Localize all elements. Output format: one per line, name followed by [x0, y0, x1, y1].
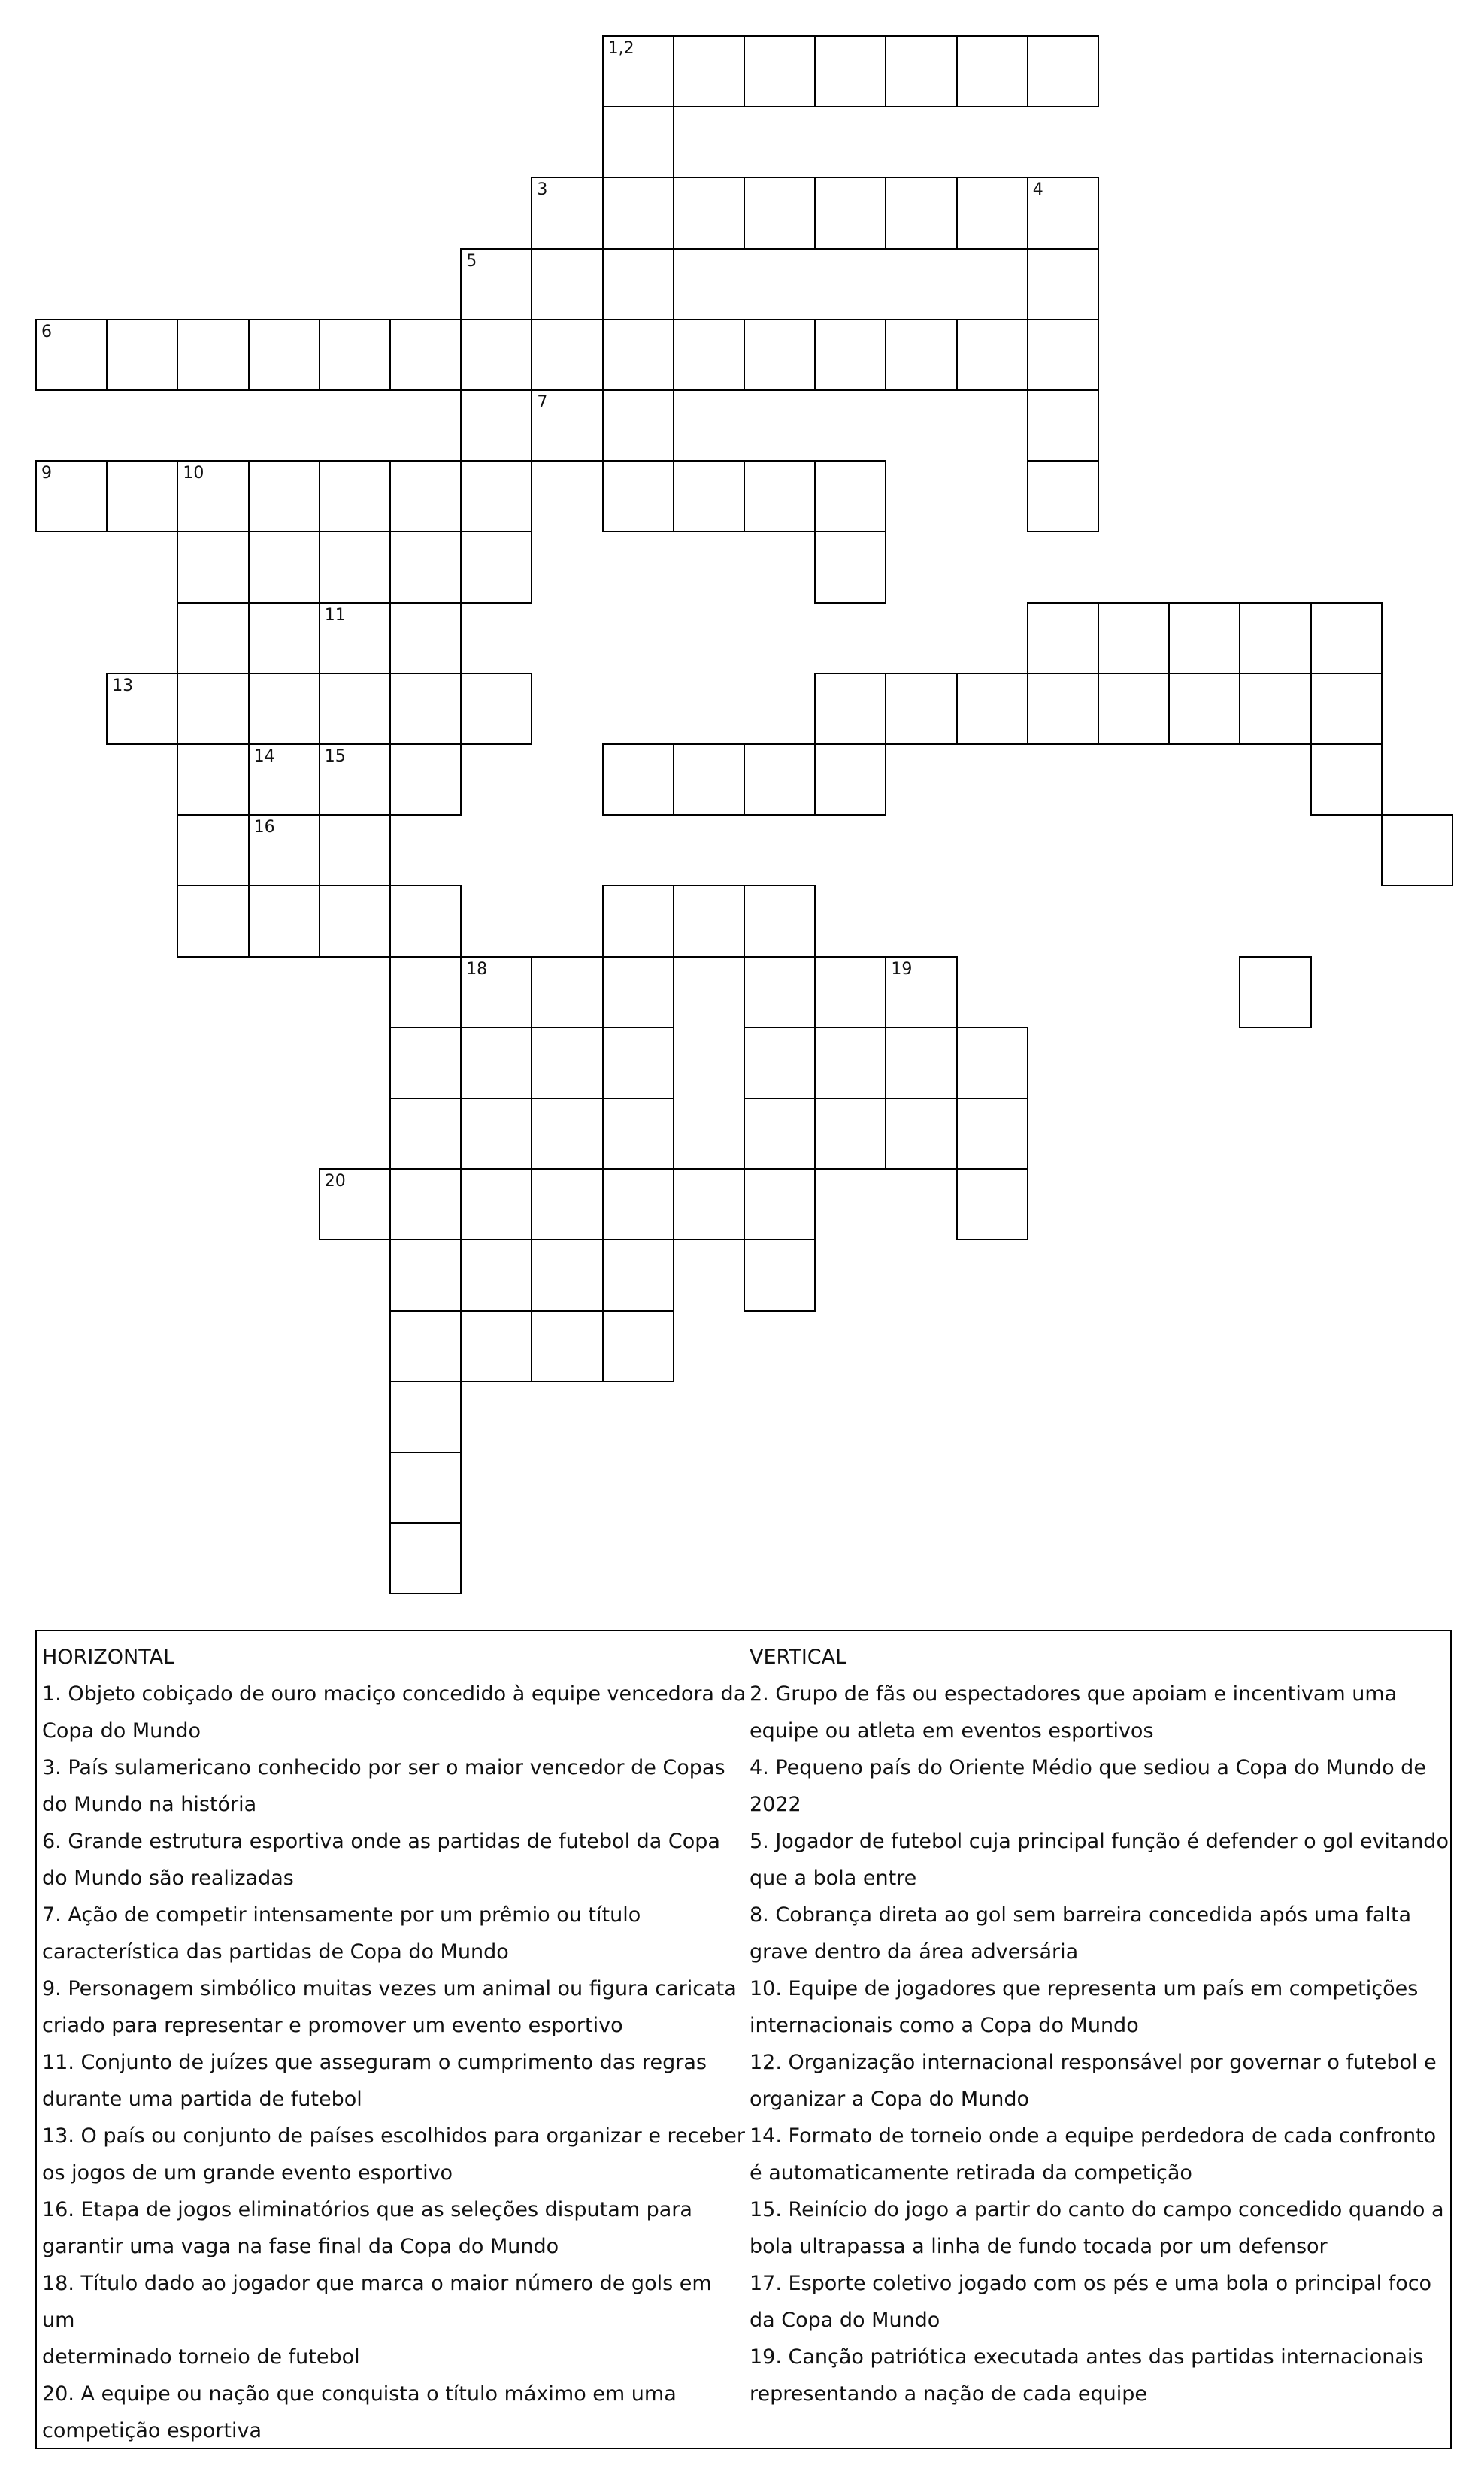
clue-line: bola ultrapassa a linha de fundo tocada por um defensor — [750, 2235, 1328, 2258]
crossword-cell[interactable] — [389, 1239, 462, 1311]
crossword-cell[interactable] — [956, 35, 1028, 107]
vertical-clues — [750, 1639, 1449, 2412]
clue-line: 10. Equipe de jogadores que representa um país em competições — [750, 1977, 1419, 2000]
clue-line: 4. Pequeno país do Oriente Médio que sediou a Copa do Mundo de — [750, 1756, 1426, 1779]
crossword-cell[interactable] — [814, 1027, 886, 1099]
crossword-cell[interactable] — [1027, 673, 1099, 745]
crossword-cell[interactable] — [673, 743, 745, 816]
crossword-cell[interactable] — [814, 956, 886, 1028]
crossword-cell[interactable] — [885, 673, 957, 745]
clue-line: 8. Cobrança direta ao gol sem barreira concedida após uma falta — [750, 1903, 1412, 1927]
clues-box — [35, 1630, 1452, 2449]
crossword-cell[interactable] — [814, 35, 886, 107]
crossword-cell[interactable] — [531, 956, 603, 1028]
crossword-cell[interactable] — [602, 248, 674, 320]
crossword-cell[interactable] — [602, 885, 674, 957]
crossword-cell[interactable] — [956, 1027, 1028, 1099]
clue-line: 5. Jogador de futebol cuja principal função é defender o gol evitando — [750, 1830, 1449, 1853]
crossword-cell[interactable] — [956, 1168, 1028, 1240]
crossword-cell[interactable] — [248, 885, 320, 957]
crossword-cell[interactable] — [602, 1310, 674, 1382]
crossword-cell[interactable] — [956, 1098, 1028, 1170]
clue-line: criado para representar e promover um evento esportivo — [42, 2014, 623, 2037]
crossword-cell[interactable] — [460, 673, 532, 745]
crossword-cell[interactable] — [885, 35, 957, 107]
crossword-cell[interactable] — [389, 460, 462, 532]
crossword-cell[interactable] — [531, 1310, 603, 1382]
crossword-cell[interactable] — [319, 531, 391, 603]
crossword-cell[interactable] — [1168, 673, 1240, 745]
crossword-cell[interactable] — [389, 319, 462, 391]
crossword-cell[interactable] — [531, 248, 603, 320]
crossword-cell[interactable] — [602, 1168, 674, 1240]
clue-number: 15 — [324, 747, 346, 766]
crossword-cell[interactable] — [319, 602, 391, 674]
crossword-cell[interactable] — [885, 1098, 957, 1170]
clue-line: determinado torneio de futebol — [42, 2345, 360, 2369]
crossword-cell[interactable] — [460, 1168, 532, 1240]
clue-number: 18 — [466, 959, 488, 979]
clue-number: 3 — [537, 180, 548, 200]
crossword-cell[interactable] — [1239, 673, 1311, 745]
crossword-cell[interactable] — [1310, 743, 1383, 816]
clue-line: durante uma partida de futebol — [42, 2088, 362, 2111]
crossword-cell[interactable] — [744, 319, 816, 391]
crossword-cell[interactable] — [1027, 248, 1099, 320]
crossword-cell[interactable] — [248, 743, 320, 816]
crossword-cell[interactable] — [602, 956, 674, 1028]
crossword-cell[interactable] — [602, 460, 674, 532]
clue-line: do Mundo são realizadas — [42, 1867, 294, 1890]
crossword-cell[interactable] — [389, 531, 462, 603]
clue-line: 13. O país ou conjunto de países escolhidos para organizar e receber — [42, 2124, 745, 2148]
crossword-cell[interactable] — [248, 460, 320, 532]
crossword-cell[interactable] — [389, 602, 462, 674]
clue-line: Copa do Mundo — [42, 1719, 201, 1743]
clue-line: 2. Grupo de fãs ou espectadores que apoiam e incentivam uma — [750, 1682, 1398, 1706]
clue-line: internacionais como a Copa do Mundo — [750, 2014, 1139, 2037]
clue-line: que a bola entre — [750, 1867, 917, 1890]
crossword-cell[interactable] — [673, 319, 745, 391]
crossword-cell[interactable] — [814, 319, 886, 391]
crossword-cell[interactable] — [531, 1168, 603, 1240]
clue-line: os jogos de um grande evento esportivo — [42, 2161, 453, 2185]
clue-line: 16. Etapa de jogos eliminatórios que as seleções disputam para — [42, 2198, 692, 2221]
crossword-cell[interactable] — [602, 106, 674, 178]
crossword-cell[interactable] — [885, 1027, 957, 1099]
crossword-cell[interactable] — [389, 1310, 462, 1382]
crossword-cell[interactable] — [389, 1027, 462, 1099]
clue-line: 19. Canção patriótica executada antes das partidas internacionais — [750, 2345, 1424, 2369]
crossword-cell[interactable] — [885, 956, 957, 1028]
crossword-cell[interactable] — [531, 389, 603, 462]
clue-line: 9. Personagem simbólico muitas vezes um animal ou figura caricata — [42, 1977, 737, 2000]
crossword-cell[interactable] — [531, 1027, 603, 1099]
crossword-cell[interactable] — [177, 885, 249, 957]
clue-line: 1. Objeto cobiçado de ouro maciço concedido à equipe vencedora da — [42, 1682, 747, 1706]
crossword-cell[interactable] — [106, 673, 178, 745]
clue-line: representando a nação de cada equipe — [750, 2382, 1148, 2406]
crossword-cell[interactable] — [177, 814, 249, 886]
crossword-cell[interactable] — [814, 531, 886, 603]
clue-number: 13 — [112, 676, 134, 695]
crossword-cell[interactable] — [602, 1027, 674, 1099]
crossword-cell[interactable] — [1027, 35, 1099, 107]
crossword-cell[interactable] — [531, 1098, 603, 1170]
crossword-cell[interactable] — [673, 1168, 745, 1240]
clue-number: 9 — [41, 464, 52, 483]
clue-line: 15. Reinício do jogo a partir do canto do campo concedido quando a — [750, 2198, 1444, 2221]
crossword-cell[interactable] — [602, 1098, 674, 1170]
crossword-cell[interactable] — [744, 1239, 816, 1311]
crossword-cell[interactable] — [814, 743, 886, 816]
crossword-cell[interactable] — [460, 956, 532, 1028]
crossword-cell[interactable] — [744, 1027, 816, 1099]
clue-line: 3. País sulamericano conhecido por ser o maior vencedor de Copas — [42, 1756, 725, 1779]
clue-line: equipe ou atleta em eventos esportivos — [750, 1719, 1154, 1743]
crossword-cell[interactable] — [389, 1098, 462, 1170]
crossword-cell[interactable] — [814, 1098, 886, 1170]
crossword-cell[interactable] — [319, 673, 391, 745]
crossword-cell[interactable] — [389, 885, 462, 957]
crossword-cell[interactable] — [1098, 673, 1170, 745]
clue-line: garantir uma vaga na fase final da Copa do Mundo — [42, 2235, 559, 2258]
clue-number: 7 — [537, 393, 548, 412]
crossword-cell[interactable] — [602, 1239, 674, 1311]
crossword-cell[interactable] — [248, 531, 320, 603]
crossword-cell[interactable] — [248, 319, 320, 391]
clue-line: grave dentro da área adversária — [750, 1940, 1079, 1964]
crossword-cell[interactable] — [177, 319, 249, 391]
crossword-cell[interactable] — [956, 319, 1028, 391]
clue-number: 10 — [183, 464, 204, 483]
crossword-cell[interactable] — [460, 1239, 532, 1311]
crossword-cell[interactable] — [956, 673, 1028, 745]
crossword-cell[interactable] — [744, 177, 816, 249]
crossword-cell[interactable] — [673, 177, 745, 249]
crossword-cell[interactable] — [460, 531, 532, 603]
crossword-cell[interactable] — [319, 319, 391, 391]
vertical-heading: VERTICAL — [750, 1646, 847, 1669]
crossword-cell[interactable] — [1239, 602, 1311, 674]
clue-line: do Mundo na história — [42, 1793, 257, 1816]
clue-number: 6 — [41, 322, 52, 341]
crossword-cell[interactable] — [1027, 389, 1099, 462]
clue-line: competição esportiva — [42, 2419, 262, 2442]
crossword-cell[interactable] — [460, 460, 532, 532]
crossword-cell[interactable] — [814, 460, 886, 532]
crossword-cell[interactable] — [602, 389, 674, 462]
crossword-cell[interactable] — [744, 956, 816, 1028]
clue-line: 14. Formato de torneio onde a equipe perdedora de cada confronto — [750, 2124, 1437, 2148]
crossword-cell[interactable] — [744, 743, 816, 816]
clue-line: é automaticamente retirada da competição — [750, 2161, 1192, 2185]
crossword-cell[interactable] — [35, 460, 108, 532]
crossword-cell[interactable] — [744, 885, 816, 957]
crossword-cell[interactable] — [177, 673, 249, 745]
clue-number: 4 — [1032, 180, 1043, 200]
crossword-cell[interactable] — [602, 177, 674, 249]
crossword-cell[interactable] — [814, 673, 886, 745]
clue-line: 11. Conjunto de juízes que asseguram o cumprimento das regras — [42, 2051, 707, 2074]
crossword-cell[interactable] — [460, 1027, 532, 1099]
crossword-cell[interactable] — [885, 177, 957, 249]
clue-line: 7. Ação de competir intensamente por um prêmio ou título — [42, 1903, 641, 1927]
crossword-cell[interactable] — [460, 1310, 532, 1382]
crossword-cell[interactable] — [531, 177, 603, 249]
crossword-cell[interactable] — [602, 35, 674, 107]
crossword-cell[interactable] — [35, 319, 108, 391]
crossword-cell[interactable] — [673, 885, 745, 957]
clue-line: organizar a Copa do Mundo — [750, 2088, 1030, 2111]
crossword-cell[interactable] — [885, 319, 957, 391]
crossword-cell[interactable] — [389, 1452, 462, 1524]
crossword-cell[interactable] — [460, 389, 532, 462]
crossword-cell[interactable] — [744, 1098, 816, 1170]
crossword-cell[interactable] — [1027, 460, 1099, 532]
crossword-cell[interactable] — [319, 814, 391, 886]
clue-number: 5 — [466, 251, 477, 271]
crossword-cell[interactable] — [744, 1168, 816, 1240]
crossword-cell[interactable] — [744, 35, 816, 107]
crossword-cell[interactable] — [389, 1522, 462, 1594]
crossword-cell[interactable] — [673, 460, 745, 532]
clue-line: 2022 — [750, 1793, 801, 1816]
crossword-cell[interactable] — [1310, 602, 1383, 674]
crossword-cell[interactable] — [956, 177, 1028, 249]
clue-line: 18. Título dado ao jogador que marca o maior número de gols em um — [42, 2272, 712, 2332]
crossword-cell[interactable] — [177, 531, 249, 603]
crossword-cell[interactable] — [248, 673, 320, 745]
clue-line: da Copa do Mundo — [750, 2309, 940, 2332]
crossword-cell[interactable] — [319, 460, 391, 532]
crossword-cell[interactable] — [814, 177, 886, 249]
crossword-cell[interactable] — [460, 319, 532, 391]
crossword-cell[interactable] — [673, 35, 745, 107]
crossword-cell[interactable] — [531, 1239, 603, 1311]
crossword-cell[interactable] — [389, 673, 462, 745]
crossword-cell[interactable] — [248, 602, 320, 674]
clue-number: 14 — [253, 747, 275, 766]
crossword-cell[interactable] — [248, 814, 320, 886]
crossword-cell[interactable] — [460, 248, 532, 320]
crossword-cell[interactable] — [1168, 602, 1240, 674]
crossword-cell[interactable] — [106, 460, 178, 532]
clue-number: 20 — [324, 1172, 346, 1192]
clue-number: 16 — [253, 818, 275, 837]
crossword-cell[interactable] — [319, 885, 391, 957]
crossword-cell[interactable] — [1239, 956, 1311, 1028]
clue-number: 19 — [891, 959, 913, 979]
crossword-cell[interactable] — [389, 1381, 462, 1453]
crossword-cell[interactable] — [177, 460, 249, 532]
crossword-cell[interactable] — [744, 460, 816, 532]
crossword-cell[interactable] — [602, 319, 674, 391]
clue-line: 17. Esporte coletivo jogado com os pés e uma bola o principal foco — [750, 2272, 1432, 2295]
crossword-cell[interactable] — [319, 743, 391, 816]
horizontal-clues — [42, 1639, 749, 2449]
crossword-cell[interactable] — [1310, 673, 1383, 745]
clue-line: característica das partidas de Copa do Mundo — [42, 1940, 509, 1964]
clue-number: 1,2 — [607, 39, 634, 58]
crossword-cell[interactable] — [106, 319, 178, 391]
crossword-cell[interactable] — [602, 743, 674, 816]
crossword-cell[interactable] — [389, 1168, 462, 1240]
crossword-cell[interactable] — [1027, 602, 1099, 674]
crossword-cell[interactable] — [1027, 177, 1099, 249]
crossword-cell[interactable] — [389, 956, 462, 1028]
clue-line: 20. A equipe ou nação que conquista o título máximo em uma — [42, 2382, 677, 2406]
crossword-cell[interactable] — [389, 743, 462, 816]
clue-number: 11 — [324, 605, 346, 625]
crossword-cell[interactable] — [177, 743, 249, 816]
crossword-cell[interactable] — [319, 1168, 391, 1240]
horizontal-heading: HORIZONTAL — [42, 1646, 175, 1669]
crossword-cell[interactable] — [1027, 319, 1099, 391]
crossword-cell[interactable] — [460, 1098, 532, 1170]
crossword-cell[interactable] — [1098, 602, 1170, 674]
crossword-cell[interactable] — [1381, 814, 1453, 886]
crossword-cell[interactable] — [177, 602, 249, 674]
clue-line: 12. Organização internacional responsável por governar o futebol e — [750, 2051, 1437, 2074]
clue-line: 6. Grande estrutura esportiva onde as partidas de futebol da Copa — [42, 1830, 720, 1853]
